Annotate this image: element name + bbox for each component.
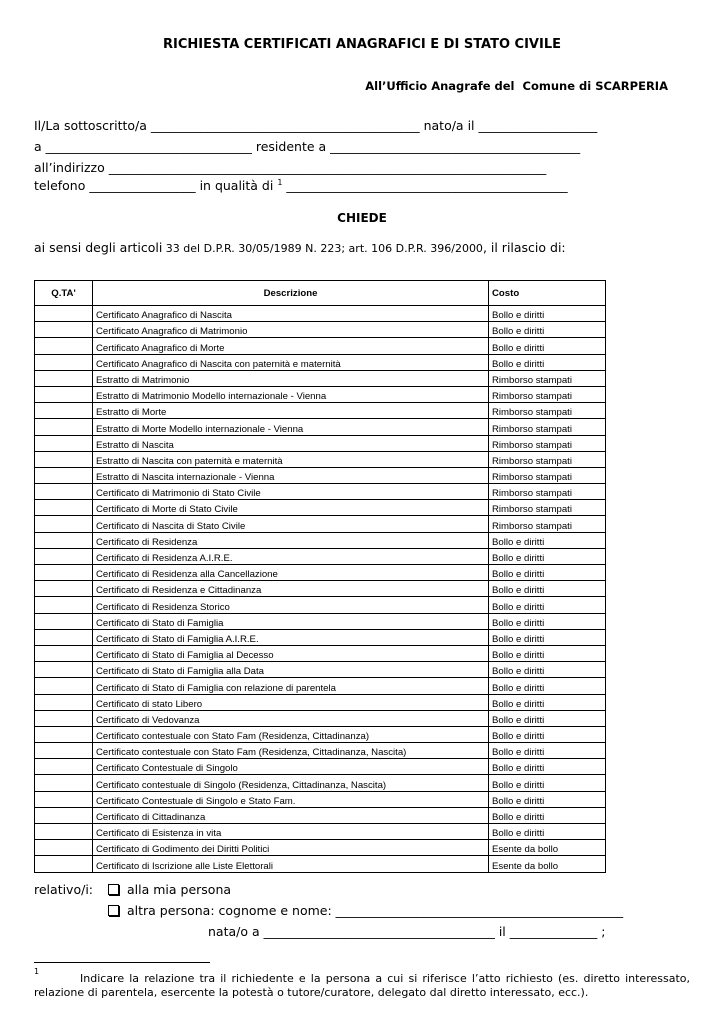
cost-cell: Esente da bollo [489,856,606,872]
table-row [35,775,606,791]
description-cell: Certificato Anagrafico di Morte [93,338,489,354]
office-addressee: All’Ufficio Anagrafe del Comune di SCARPERIA [365,79,668,93]
birthplace-residence-line[interactable]: a _________________________________ residente a ________________________________________ [34,139,581,154]
quantity-cell[interactable] [35,467,93,483]
cost-cell: Bollo e diritti [489,807,606,823]
description-cell: Certificato di Godimento dei Diritti Politici [93,840,489,856]
quantity-cell[interactable] [35,726,93,742]
quantity-cell[interactable] [35,662,93,678]
description-cell: Certificato Contestuale di Singolo [93,759,489,775]
cost-cell: Bollo e diritti [489,338,606,354]
table-row [35,824,606,840]
table-row [35,370,606,386]
option-other-label: altra persona: cognome e nome: ______________________________________________ [127,903,624,918]
description-cell: Certificato Contestuale di Singolo e Stato Fam. [93,791,489,807]
quantity-cell[interactable] [35,322,93,338]
table-row [35,532,606,548]
cost-cell: Bollo e diritti [489,726,606,742]
cost-cell: Rimborso stampati [489,435,606,451]
quantity-cell[interactable] [35,370,93,386]
legal-reference [34,240,566,255]
table-row [35,856,606,872]
description-cell: Certificato di Stato di Famiglia A.I.R.E. [93,629,489,645]
quantity-cell[interactable] [35,386,93,402]
description-cell: Certificato di Residenza A.I.R.E. [93,548,489,564]
address-line[interactable]: all’indirizzo ______________________________________________________________________ [34,160,547,175]
quantity-cell[interactable] [35,532,93,548]
quantity-cell[interactable] [35,548,93,564]
quantity-cell[interactable] [35,629,93,645]
legal-suffix: , il rilascio di: [482,240,566,255]
cost-cell: Rimborso stampati [489,370,606,386]
cost-cell: Bollo e diritti [489,645,606,661]
table-row [35,710,606,726]
table-header-row [35,281,606,306]
table-row [35,516,606,532]
table-row [35,306,606,322]
table-row [35,467,606,483]
quantity-cell[interactable] [35,451,93,467]
description-cell: Certificato di Residenza Storico [93,597,489,613]
cost-cell: Bollo e diritti [489,354,606,370]
role-blank: _____________________________________________ [282,178,568,194]
description-cell: Estratto di Nascita internazionale - Vienna [93,467,489,483]
description-cell: Estratto di Matrimonio Modello internazionale - Vienna [93,386,489,402]
cost-cell: Bollo e diritti [489,743,606,759]
footnote-number: 1 [34,967,40,976]
certificates-table [34,280,606,873]
description-cell: Certificato di Esistenza in vita [93,824,489,840]
description-cell: Estratto di Nascita [93,435,489,451]
cost-cell: Bollo e diritti [489,629,606,645]
footnote-ref: 1 [277,178,283,187]
table-row [35,726,606,742]
quantity-cell[interactable] [35,645,93,661]
quantity-cell[interactable] [35,354,93,370]
cost-cell: Rimborso stampati [489,403,606,419]
table-row [35,581,606,597]
footnote-text: Indicare la relazione tra il richiedente e la persona a cui si riferisce l’atto richiesto (es. diretto interessato, relazione di parentela, esercente la potestà o tutore/curatore, delegato dal diretto interessato, ecc.). [34,972,690,999]
table-row [35,338,606,354]
description-cell: Certificato di Vedovanza [93,710,489,726]
other-birth-line[interactable]: nata/o a _____________________________________ il ______________ ; [208,924,606,939]
table-row [35,645,606,661]
quantity-cell[interactable] [35,791,93,807]
cost-cell: Bollo e diritti [489,824,606,840]
description-cell: Certificato di stato Libero [93,694,489,710]
quantity-cell[interactable] [35,710,93,726]
page-title: RICHIESTA CERTIFICATI ANAGRAFICI E DI STATO CIVILE [163,37,561,52]
footnote-separator [34,962,210,963]
table-row [35,403,606,419]
cost-cell: Bollo e diritti [489,322,606,338]
table-row [35,435,606,451]
table-row [35,500,606,516]
description-cell: Certificato di Matrimonio di Stato Civile [93,484,489,500]
quantity-cell[interactable] [35,500,93,516]
cost-cell: Rimborso stampati [489,451,606,467]
cost-cell: Rimborso stampati [489,386,606,402]
quantity-cell[interactable] [35,581,93,597]
cost-cell: Bollo e diritti [489,306,606,322]
cost-cell: Bollo e diritti [489,565,606,581]
cost-cell: Esente da bollo [489,840,606,856]
description-cell: Certificato di Stato di Famiglia [93,613,489,629]
table-row [35,759,606,775]
description-cell: Certificato di Stato di Famiglia con relazione di parentela [93,678,489,694]
quantity-cell[interactable] [35,484,93,500]
quantity-cell[interactable] [35,775,93,791]
description-cell: Certificato di Morte di Stato Civile [93,500,489,516]
chiede-heading: CHIEDE [337,211,387,225]
description-cell: Certificato di Residenza alla Cancellazione [93,565,489,581]
description-cell: Certificato contestuale con Stato Fam (Residenza, Cittadinanza) [93,726,489,742]
description-cell: Certificato di Nascita di Stato Civile [93,516,489,532]
checkbox-other-person[interactable] [108,905,119,916]
table-row [35,548,606,564]
table-row [35,419,606,435]
cost-cell: Bollo e diritti [489,678,606,694]
table-row [35,807,606,823]
quantity-cell[interactable] [35,694,93,710]
table-row [35,662,606,678]
quantity-cell[interactable] [35,678,93,694]
table-row [35,613,606,629]
header-cost: Costo [489,281,606,306]
quantity-cell[interactable] [35,856,93,872]
cost-cell: Bollo e diritti [489,791,606,807]
cost-cell: Bollo e diritti [489,581,606,597]
quantity-cell[interactable] [35,824,93,840]
quantity-cell[interactable] [35,435,93,451]
quantity-cell[interactable] [35,306,93,322]
quantity-cell[interactable] [35,840,93,856]
table-row [35,386,606,402]
description-cell: Certificato di Residenza e Cittadinanza [93,581,489,597]
description-cell: Certificato di Stato di Famiglia al Decesso [93,645,489,661]
description-cell: Certificato Anagrafico di Matrimonio [93,322,489,338]
cost-cell: Bollo e diritti [489,662,606,678]
quantity-cell[interactable] [35,419,93,435]
description-cell: Certificato di Residenza [93,532,489,548]
table-row [35,678,606,694]
description-cell: Certificato di Stato di Famiglia alla Data [93,662,489,678]
table-row [35,451,606,467]
table-row [35,791,606,807]
quantity-cell[interactable] [35,597,93,613]
option-self[interactable] [108,882,231,897]
cost-cell: Rimborso stampati [489,484,606,500]
table-row [35,565,606,581]
description-cell: Estratto di Morte Modello internazionale - Vienna [93,419,489,435]
header-quantity: Q.TA' [35,281,93,306]
phone-role-line[interactable] [34,178,568,193]
description-cell: Estratto di Morte [93,403,489,419]
cost-cell: Bollo e diritti [489,710,606,726]
cost-cell: Bollo e diritti [489,694,606,710]
cost-cell: Rimborso stampati [489,516,606,532]
cost-cell: Bollo e diritti [489,759,606,775]
phone-role-text: telefono _________________ in qualità di [34,178,278,194]
cost-cell: Bollo e diritti [489,548,606,564]
cost-cell: Bollo e diritti [489,613,606,629]
legal-refs: 33 del D.P.R. 30/05/1989 N. 223; art. 106 D.P.R. 396/2000 [162,242,483,255]
cost-cell: Rimborso stampati [489,419,606,435]
cost-cell: Rimborso stampati [489,467,606,483]
quantity-cell[interactable] [35,743,93,759]
checkbox-self[interactable] [108,884,119,895]
table-row [35,484,606,500]
cost-cell: Bollo e diritti [489,775,606,791]
cost-cell: Bollo e diritti [489,597,606,613]
description-cell: Estratto di Matrimonio [93,370,489,386]
table-row [35,322,606,338]
table-row [35,354,606,370]
table-row [35,629,606,645]
cost-cell: Bollo e diritti [489,532,606,548]
quantity-cell[interactable] [35,807,93,823]
quantity-cell[interactable] [35,613,93,629]
description-cell: Estratto di Nascita con paternità e maternità [93,451,489,467]
cost-cell: Rimborso stampati [489,500,606,516]
description-cell: Certificato di Iscrizione alle Liste Elettorali [93,856,489,872]
legal-prefix: ai sensi degli articoli [34,240,163,255]
description-cell: Certificato Anagrafico di Nascita [93,306,489,322]
description-cell: Certificato contestuale con Stato Fam (Residenza, Cittadinanza, Nascita) [93,743,489,759]
description-cell: Certificato di Cittadinanza [93,807,489,823]
table-row [35,840,606,856]
table-row [35,743,606,759]
quantity-cell[interactable] [35,338,93,354]
quantity-cell[interactable] [35,403,93,419]
quantity-cell[interactable] [35,516,93,532]
table-row [35,597,606,613]
option-self-label: alla mia persona [127,882,232,897]
header-description: Descrizione [93,281,489,306]
applicant-name-line[interactable]: Il/La sottoscritto/a ___________________________________________ nato/a il ___________________ [34,118,598,133]
quantity-cell[interactable] [35,759,93,775]
description-cell: Certificato contestuale di Singolo (Residenza, Cittadinanza, Nascita) [93,775,489,791]
table-row [35,694,606,710]
quantity-cell[interactable] [35,565,93,581]
relativo-label: relativo/i: [34,882,94,897]
option-other-person[interactable] [108,903,623,918]
description-cell: Certificato Anagrafico di Nascita con paternità e maternità [93,354,489,370]
